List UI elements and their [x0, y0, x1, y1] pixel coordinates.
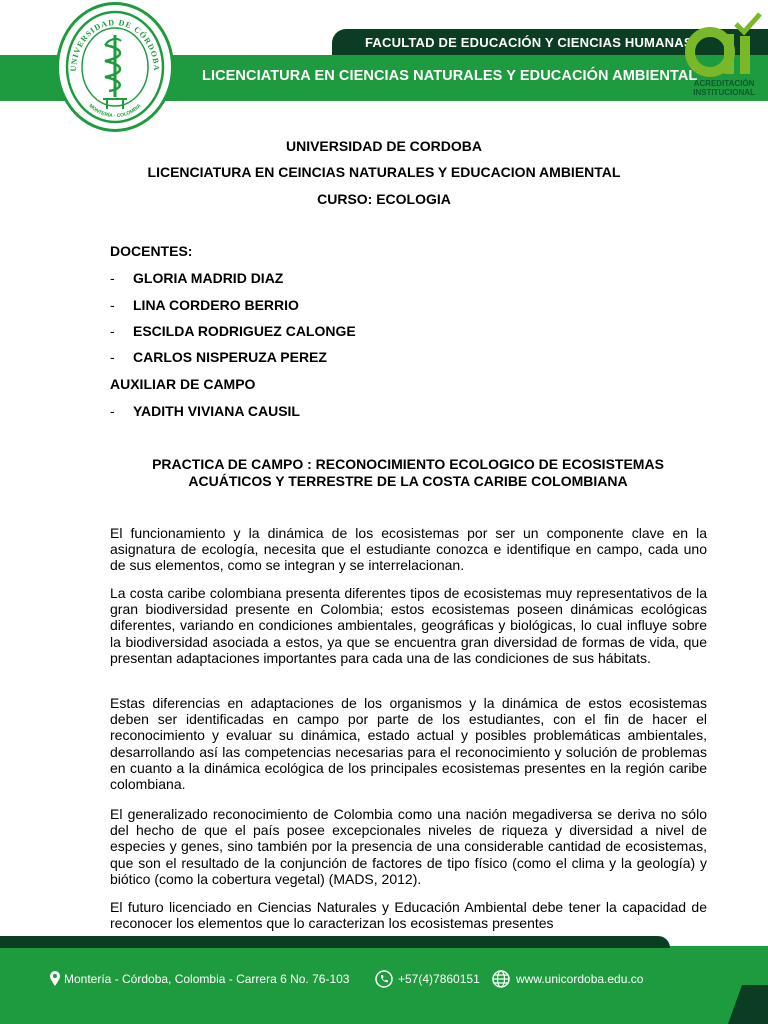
document-title-line-1: PRACTICA DE CAMPO : RECONOCIMIENTO ECOLOGICO DE ECOSISTEMAS	[152, 456, 664, 472]
teacher-name: CARLOS NISPERUZA PEREZ	[133, 349, 327, 365]
seal-city: MONTERÍA - COLOMBIA	[87, 102, 143, 120]
footer-accent-bar	[0, 936, 670, 948]
phone-icon	[375, 970, 393, 988]
assistant-label: AUXILIAR DE CAMPO	[110, 376, 256, 392]
globe-icon	[492, 970, 510, 988]
university-seal	[59, 5, 171, 129]
accreditation-label: ACREDITACIÓN INSTITUCIONAL	[693, 79, 755, 97]
list-bullet: -	[110, 349, 115, 365]
paragraph: El funcionamiento y la dinámica de los ecosistemas por ser un componente clave en la asignatura de ecología, necesita que el estudiante conozca e identifique en campo, cada uno de sus elementos, como se integran y se interrelacionan.	[110, 525, 707, 574]
program-heading: LICENCIATURA EN CEINCIAS NATURALES Y EDUCACION AMBIENTAL	[147, 164, 621, 180]
letterhead-footer	[0, 930, 768, 1024]
seal-graphic	[59, 5, 171, 129]
seal-text: UNIVERSIDAD DE CÓRDOBA	[68, 17, 162, 72]
list-bullet: -	[110, 403, 115, 419]
paragraph: El generalizado reconocimiento de Colombia como una nación megadiversa se deriva no sólo del hecho de que el país posee excepcionales niveles de riqueza y diversidad a nivel de especies y genes, sino también por la presencia de una considerable cantidad de ecosistemas, que son el resultado de la conjunción de factores de tipo físico (como el clima y la geología) y biótico (como la cobertura vegetal) (MADS, 2012).	[110, 806, 707, 887]
paragraph: La costa caribe colombiana presenta diferentes tipos de ecosistemas muy representativos de la gran biodiversidad presente en Colombia; estos ecosistemas poseen dinámicas ecológicas diferentes, variando en condiciones ambientales, geográficas y biológicas, lo cual influye sobre la biodiversidad asociada a estos, ya que se encuentra gran diversidad de formas de vida, que presentan adaptaciones importantes para cada una de las condiciones de sus hábitats.	[110, 585, 707, 666]
document-title-line-2: ACUÁTICOS Y TERRESTRE DE LA COSTA CARIBE COLOMBIANA	[188, 473, 628, 489]
location-pin-icon	[49, 970, 61, 987]
letterhead-header	[0, 0, 768, 140]
teacher-name: LINA CORDERO BERRIO	[133, 297, 299, 313]
teacher-name: GLORIA MADRID DIAZ	[133, 270, 284, 286]
footer-website[interactable]: www.unicordoba.edu.co	[516, 972, 644, 986]
footer-address: Montería - Córdoba, Colombia - Carrera 6 No. 76-103	[64, 972, 350, 986]
list-bullet: -	[110, 270, 115, 286]
course-heading: CURSO: ECOLOGIA	[317, 191, 451, 207]
teachers-label: DOCENTES:	[110, 243, 193, 259]
footer-phone: +57(4)7860151	[398, 972, 480, 986]
university-heading: UNIVERSIDAD DE CORDOBA	[285, 138, 482, 154]
teacher-name: ESCILDA RODRIGUEZ CALONGE	[133, 323, 356, 339]
paragraph: El futuro licenciado en Ciencias Naturales y Educación Ambiental debe tener la capacidad de reconocer los elementos que lo caracterizan los ecosistemas presentes	[110, 899, 707, 932]
program-name: LICENCIATURA EN CIENCIAS NATURALES Y EDUCACIÓN AMBIENTAL	[202, 68, 698, 84]
paragraph: Estas diferencias en adaptaciones de los organismos y la dinámica de estos ecosistemas deben ser identificadas en campo por parte de los estudiantes, con el fin de hacer el reconocimiento y evaluar su dinámica, estado actual y posibles problemáticas ambientales, desarrollando así las competencias necesarias para el reconocimiento y solución de problemas en cuanto a la dinámica ecológica de los principales ecosistemas presentes en la región caribe colombiana.	[110, 695, 707, 793]
faculty-name: FACULTAD DE EDUCACIÓN Y CIENCIAS HUMANAS	[365, 35, 693, 50]
assistant-name: YADITH VIVIANA CAUSIL	[133, 403, 300, 419]
list-bullet: -	[110, 323, 115, 339]
list-bullet: -	[110, 297, 115, 313]
accreditation-mark-icon	[684, 10, 764, 80]
